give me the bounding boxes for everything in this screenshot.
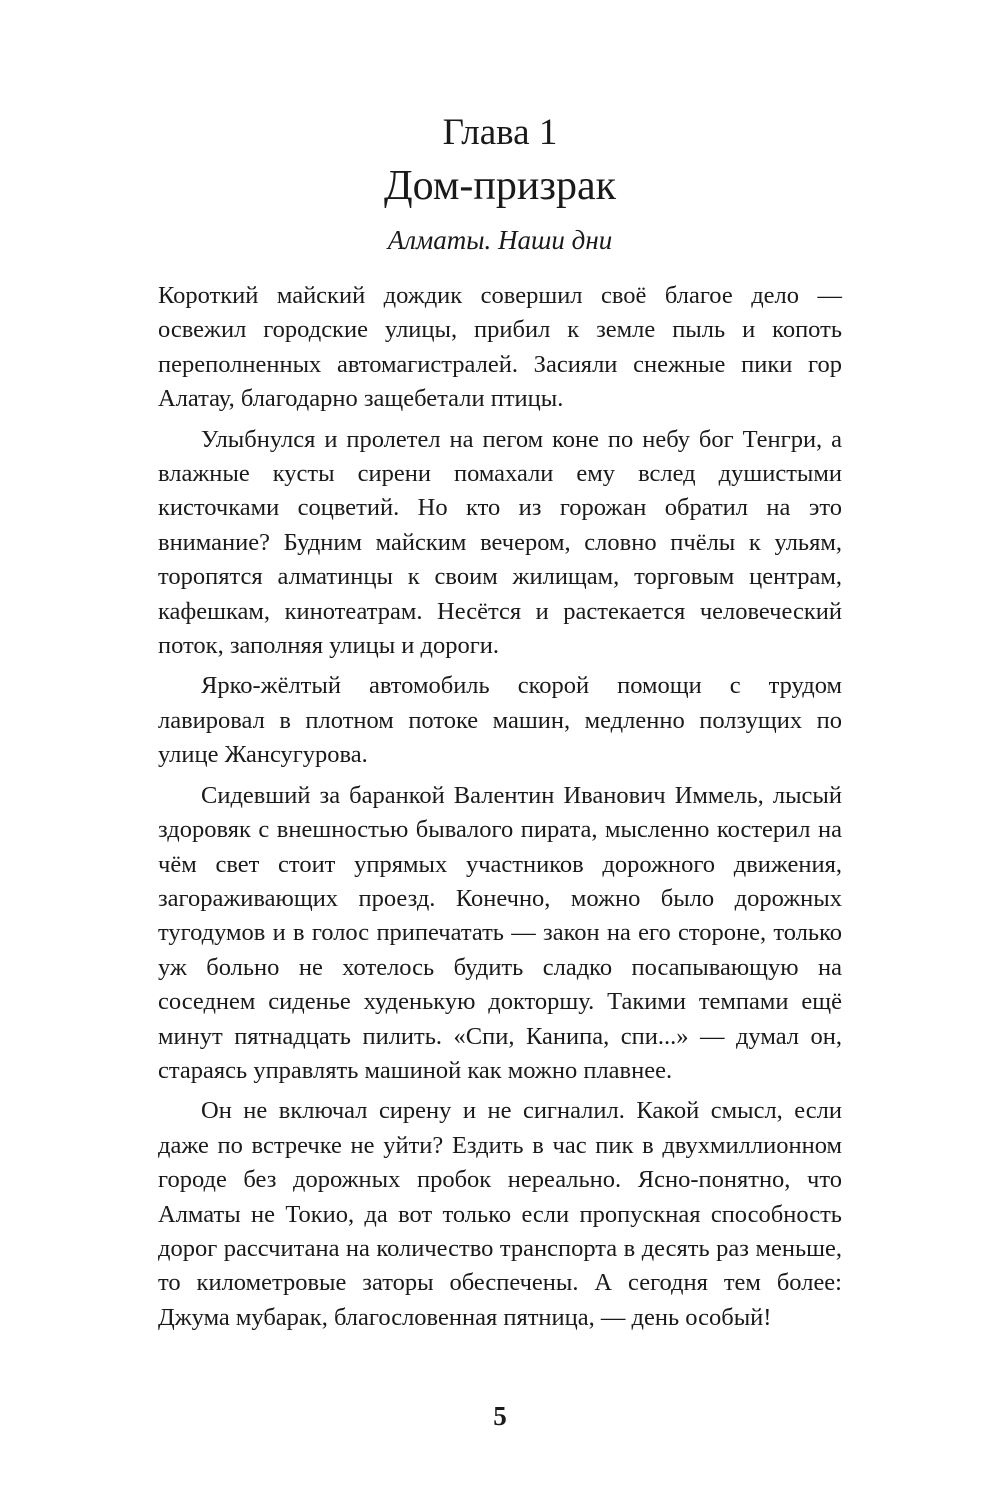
paragraph: Сидевший за баранкой Валентин Иванович Иммель, лысый здоровяк с внешностью бывалого пирата, мысленно костерил на чём свет стоит упрямых участников дорожного движения, загораживающих проезд. Конечно, можно было дорожных тугодумов и в голос припечатать — закон на его стороне, только уж больно не хотелось будить сладко посапывающую на соседнем сиденье худенькую докторшу. Такими темпами ещё минут пятнадцать пилить. «Спи, Канипа, спи...» — думал он, стараясь управлять машиной как можно плавнее. <box>158 781 842 1084</box>
paragraph: Он не включал сирену и не сигналил. Какой смысл, если даже по встречке не уйти? Ездить в час пик в двухмиллионном городе без дорожных пробок нереально. Ясно-понятно, что Алматы не Токио, да вот только если пропускная способность дорог рассчитана на количество транспорта в десять раз меньше, то километровые заторы обеспечены. А сегодня тем более: Джума мубарак, благословенная пятница, — день особый! <box>158 1097 842 1331</box>
chapter-number: Глава 1 <box>442 112 558 153</box>
paragraph: Ярко-жёлтый автомобиль скорой помощи с трудом лавировал в плотном потоке машин, медленно ползущих по улице Жансугурова. <box>158 672 842 769</box>
chapter-subtitle: Алматы. Наши дни <box>387 225 613 255</box>
body-text <box>158 279 842 1341</box>
paragraph: Улыбнулся и пролетел на пегом коне по небу бог Тенгри, а влажные кусты сирени помахали ему вслед душистыми кисточками соцветий. Но кто из горожан обратил на это внимание? Будним майским вечером, словно пчёлы к ульям, торопятся алматинцы к своим жилищам, торговым центрам, кафешкам, кинотеатрам. Несётся и растекается человеческий поток, заполняя улицы и дороги. <box>158 425 842 660</box>
page-number: 5 <box>493 1401 507 1431</box>
paragraph: Короткий майский дождик совершил своё благое дело — освежил городские улицы, прибил к земле пыль и копоть переполненных автомагистралей. Засияли снежные пики гор Алатау, благодарно защебетали птицы. <box>158 282 842 413</box>
chapter-header <box>0 108 1000 262</box>
chapter-title: Дом-призрак <box>383 163 616 209</box>
